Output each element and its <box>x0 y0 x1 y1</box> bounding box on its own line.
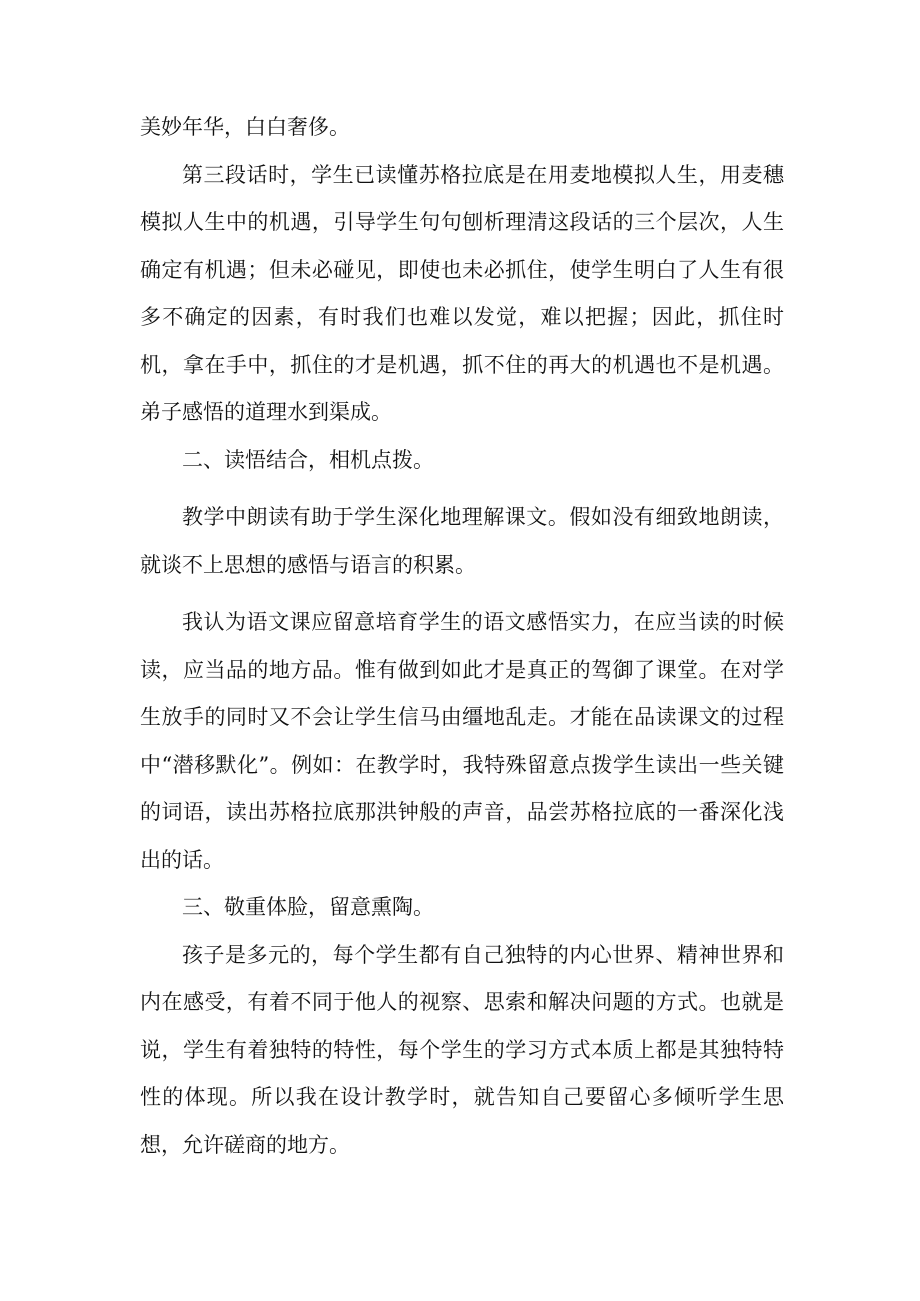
document-page <box>140 104 784 1169</box>
paragraph-language-sense: 我认为语文课应留意培育学生的语文感悟实力，在应当读的时候读，应当品的地方品。惟有做到如此才是真正的驾御了课堂。在对学生放手的同时又不会让学生信马由缰地乱走。才能在品读课文的过程中“潜移默化”。例如：在教学时，我特殊留意点拨学生读出一些关键的词语，读出苏格拉底那洪钟般的声音，品尝苏格拉底的一番深化浅出的话。 <box>140 610 784 872</box>
paragraph-continuation: 美妙年华，白白奢侈。 <box>140 115 350 139</box>
paragraph-diverse-children: 孩子是多元的，每个学生都有自己独特的内心世界、精神世界和内在感受，有着不同于他人的视察、思索和解决问题的方式。也就是说，学生有着独特的特性，每个学生的学习方式本质上都是其独特特性的体现。所以我在设计教学时，就告知自己要留心多倾听学生思想，允许磋商的地方。 <box>140 942 784 1157</box>
paragraph-third-section: 第三段话时，学生已读懂苏格拉底是在用麦地模拟人生，用麦穗模拟人生中的机遇，引导学生句句刨析理清这段话的三个层次，人生确定有机遇；但未必碰见，即使也未必抓住，使学生明白了人生有很多不确定的因素，有时我们也难以发觉，难以把握；因此，抓住时机，拿在手中，抓住的才是机遇，抓不住的再大的机遇也不是机遇。弟子感悟的道理水到渠成。 <box>140 162 784 424</box>
heading-section-two: 二、读悟结合，相机点拨。 <box>182 447 434 472</box>
paragraph-reading-aloud: 教学中朗读有助于学生深化地理解课文。假如没有细致地朗读，就谈不上思想的感悟与语言的积累。 <box>140 505 784 577</box>
heading-section-three: 三、敬重体脸，留意熏陶。 <box>182 895 434 919</box>
